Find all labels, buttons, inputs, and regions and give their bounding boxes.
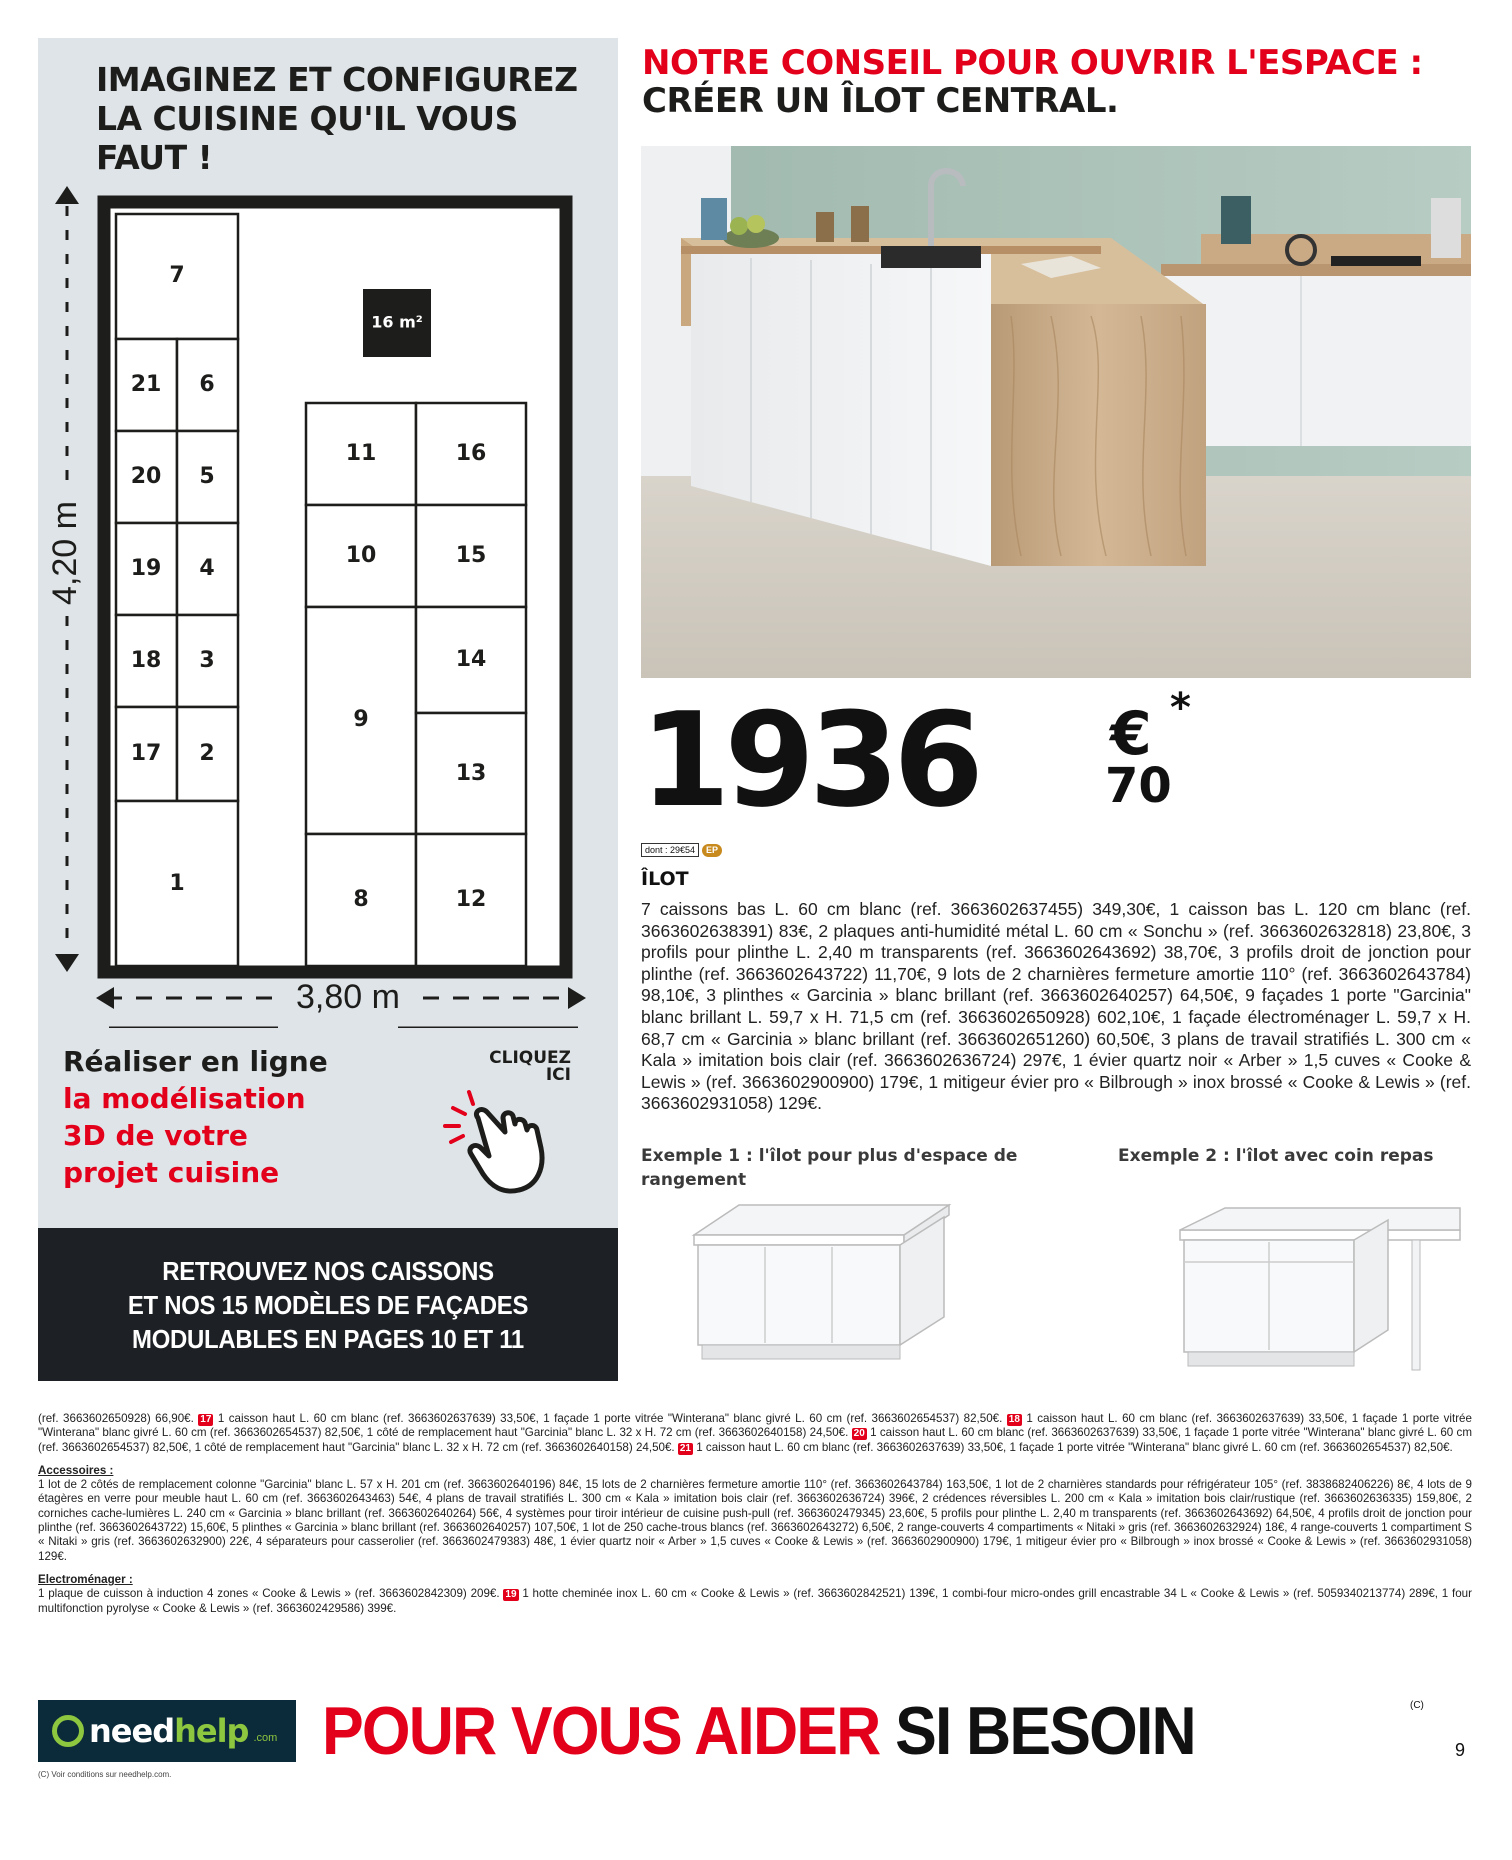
module-label-10: 10 [345, 543, 377, 568]
example-1-label: Exemple 1 : l'îlot pour plus d'espace de rangement [641, 1146, 1018, 1190]
slogan [322, 1692, 1195, 1770]
detail-text: 1 caisson haut L. 60 cm blanc (ref. 3663602637639) 33,50€, 1 façade 1 porte vitrée "Winterana" blanc givré L. 60 cm (ref. 3663602654537) 82,50€. [217, 1412, 1003, 1425]
island-description: 7 caissons bas L. 60 cm blanc (ref. 3663602637455) 349,30€, 1 caisson bas L. 120 cm blanc (ref. 3663602638391) 83€, 2 plaques anti-humidité métal L. 60 cm « Sonchu » (ref. 3663602632818) 23,80€, 3 profils pour plinthe L. 2,40 m transparents (ref. 3663602643692) 38,70€, 3 profils droit de jonction pour plinthe (ref. 3663602643722) 11,70€, 9 lots de 2 charnières fermeture amortie 110° (ref. 3663602643784) 98,10€, 3 plinthes « Garcinia » blanc brillant (ref. 3663602640257) 64,50€, 9 façades 1 porte "Garcinia" blanc brillant L. 59,7 x H. 71,5 cm (ref. 3663602650928) 602,10€, 1 façade électroménager L. 59,7 x H. 68,7 cm « Garcinia » blanc brillant (ref. 3663602651260) 60,50€, 3 plans de travail stratifiés L. 300 cm « Kala » imitation bois clair (ref. 3663602636724) 297€, 1 évier quartz noir « Arber » 1,5 cuves « Cooke & Lewis » (ref. 3663602900900) 179€, 1 mitigeur évier pro « Bilbrough » inox brossé « Cooke & Lewis » (ref. 3663602931058) 129€. [641, 899, 1471, 1114]
module-label-11: 11 [345, 441, 377, 466]
module-label-19: 19 [130, 556, 162, 581]
module-label-21: 21 [130, 372, 162, 397]
slogan-red: POUR VOUS AIDER [322, 1693, 896, 1769]
module-tag-18: 18 [1008, 1414, 1020, 1425]
slogan-mark: (C) [1410, 1700, 1424, 1711]
needhelp-mark-icon [52, 1715, 84, 1747]
detail-text: (ref. 3663602650928) 66,90€. [38, 1412, 194, 1425]
needhelp-domain: .com [253, 1731, 278, 1744]
module-label-3: 3 [199, 648, 215, 673]
arrow-right-icon [568, 987, 586, 1009]
module-label-9: 9 [353, 707, 369, 732]
price-integer: 1936 [640, 684, 978, 836]
example-2-illustration [1170, 1190, 1470, 1380]
kitchen-floor-plan [38, 148, 618, 1028]
cta-line-3: 3D de votre [63, 1119, 248, 1152]
cta-line-4: projet cuisine [63, 1156, 280, 1189]
banner-line-1: RETROUVEZ NOS CAISSONS [162, 1256, 494, 1286]
click-line-2: ICI [545, 1065, 571, 1085]
example-1-illustration [684, 1195, 954, 1365]
needhelp-logo[interactable] [38, 1700, 296, 1762]
ecopart-leaf-icon: EP [702, 844, 722, 857]
module-label-2: 2 [199, 741, 215, 766]
arrow-left-icon [96, 987, 114, 1009]
module-label-7: 7 [169, 263, 185, 288]
advice-title-line-1: NOTRE CONSEIL POUR OUVRIR L'ESPACE : [642, 43, 1423, 83]
title-line-1: IMAGINEZ ET CONFIGUREZ [96, 60, 578, 99]
appliances-text: 1 plaque de cuisson à induction 4 zones « Cooke & Lewis » (ref. 3663602842309) 209€. [38, 1587, 500, 1601]
module-label-18: 18 [130, 648, 162, 673]
needhelp-note: (C) Voir conditions sur needhelp.com. [38, 1770, 172, 1779]
detail-text: 1 caisson haut L. 60 cm blanc (ref. 3663602637639) 33,50€, 1 façade 1 porte vitrée "Winterana" blanc givré L. 60 cm (ref. 3663602654537) 82,50€. [696, 1440, 1453, 1454]
banner-line-2: ET NOS 15 MODÈLES DE FAÇADES [127, 1290, 529, 1320]
module-label-15: 15 [455, 543, 487, 568]
slogan-black: SI BESOIN [895, 1693, 1195, 1769]
cta-line-2: la modélisation [63, 1082, 306, 1115]
accessories-text: 1 lot de 2 côtés de remplacement colonne "Garcinia" blanc L. 57 x H. 201 cm (ref. 3663602640196) 84€, 15 lots de 2 charnières fermeture amortie 110° (ref. 3663602643784) 163,50€, 1 lot de 2 charnières standards pour réfrigérateur 105° (ref. 3838682406226) 8€, 4 lots de 9 étagères en verre pour meuble haut L. 60 cm (ref. 3663602643463) 54€, 4 plans de travail stratifiés L. 300 cm « Kala » imitation bois clair (ref. 3663602636724) 396€, 2 crédences réversibles L. 200 cm « Kala » imitation bois clair/rustique (ref. 3663602636335) 159,80€, 2 corniches cache-lumières L. 240 cm « Garcinia » blanc brillant (ref. 3663602640264) 56€, 4 systèmes pour tiroir intérieur de cuisine push-pull (ref. 3663602479345) 23,60€, 5 profils pour plinthe L. 2,40 m transparents (ref. 3663602643692) 64,50€, 4 profils droit de jonction pour plinthe (ref. 3663602643722) 15,60€, 5 plinthes « Garcinia » blanc brillant (ref. 3663602640257) 107,50€, 1 lot de 250 cache-trous blancs (ref. 3663602643272) 6,50€, 2 range-couverts 4 compartiments « Nitaki » gris (ref. 3663602632924) 18€, 4 range-couverts 1 compartiment S « Nitaki » gris (ref. 3663602632900) 22€, 4 séparateurs pour casserolier (ref. 3663602479383) 48€, 1 évier quartz noir « Arber » 1,5 cuves « Cooke & Lewis » (ref. 3663602900900) 179€, 1 mitigeur évier pro « Bilbrough » inox brossé « Cooke & Lewis » (ref. 3663602931058) 129€. [38, 1478, 1472, 1563]
module-label-1: 1 [169, 871, 185, 896]
detail-text: 1 caisson haut L. 60 cm blanc (ref. 3663602637639) 33,50€, 1 façade 1 porte vitrée "Winterana" blanc givré L. 60 cm (ref. 3663602654537) 82,50€, 1 côté de remplacement haut "Garcinia" blanc L. 32 x H. 72 cm (ref. 3663602640158) 24,50€. [38, 1412, 1472, 1440]
module-label-6: 6 [199, 372, 215, 397]
advice-title-line-2: CRÉER UN ÎLOT CENTRAL. [642, 81, 1119, 121]
example-2-label: Exemple 2 : l'îlot avec coin repas [1118, 1146, 1434, 1166]
module-label-8: 8 [353, 887, 369, 912]
online-3d-cta[interactable] [63, 1043, 363, 1191]
appliances-heading: Electroménager : [38, 1572, 133, 1586]
cta-line-1: Réaliser en ligne [63, 1045, 328, 1078]
height-dimension: 4,20 m [45, 501, 84, 605]
appliances-text: 1 hotte cheminée inox L. 60 cm « Cooke & Lewis » (ref. 3663602842521) 139€, 1 combi-four micro-ondes grill encastrable 34 L « Cooke & Lewis » (ref. 5059340213774) 289€, 1 four multifonction pyrolyse « Cooke & Lewis » (ref. 3663602429586) 399€. [38, 1587, 1472, 1615]
width-dimension-line [38, 968, 618, 1028]
module-tag-21: 21 [679, 1442, 691, 1454]
module-label-14: 14 [455, 647, 487, 672]
pointing-hand-icon [433, 1078, 583, 1198]
price-currency: € [1110, 699, 1152, 769]
module-tag-19: 19 [505, 1589, 517, 1601]
accessories-heading: Accessoires : [38, 1463, 114, 1477]
legal-details [38, 1412, 1472, 1616]
ecopart-info [641, 843, 722, 857]
kitchen-island-photo [641, 146, 1471, 678]
module-label-4: 4 [199, 556, 215, 581]
module-label-16: 16 [455, 441, 487, 466]
width-dimension: 3,80 m [296, 977, 400, 1016]
detail-text: 1 caisson haut L. 60 cm blanc (ref. 3663602637639) 33,50€, 1 façade 1 porte vitrée "Winterana" blanc givré L. 60 cm (ref. 3663602654537) 82,50€, 1 côté de remplacement haut "Garcinia" blanc L. 32 x H. 72 cm (ref. 3663602640158) 24,50€. [38, 1426, 1472, 1454]
click-line-1: CLIQUEZ [489, 1048, 571, 1068]
area-label: 16 m² [371, 312, 423, 332]
module-label-17: 17 [130, 741, 162, 766]
price-asterisk: * [1170, 685, 1191, 731]
ecopart-amount: dont : 29€54 [641, 843, 699, 857]
configurator-panel [38, 38, 618, 1381]
price-cents: 70 [1105, 758, 1172, 814]
module-label-5: 5 [199, 464, 215, 489]
module-label-13: 13 [455, 761, 487, 786]
banner-line-3: MODULABLES EN PAGES 10 ET 11 [132, 1324, 524, 1354]
module-tag-17: 17 [200, 1414, 212, 1425]
caissons-banner[interactable] [38, 1228, 618, 1381]
click-here-button[interactable] [433, 1050, 593, 1210]
module-tag-20: 20 [853, 1428, 865, 1440]
title-line-2: LA CUISINE QU'IL VOUS FAUT ! [96, 99, 518, 177]
needhelp-wordmark: needhelp [89, 1712, 249, 1750]
advice-title [642, 44, 1423, 120]
module-label-12: 12 [455, 887, 487, 912]
page-number: 9 [1455, 1740, 1466, 1760]
arrow-up-icon [55, 186, 79, 204]
module-label-20: 20 [130, 464, 162, 489]
island-title: ÎLOT [641, 868, 689, 890]
